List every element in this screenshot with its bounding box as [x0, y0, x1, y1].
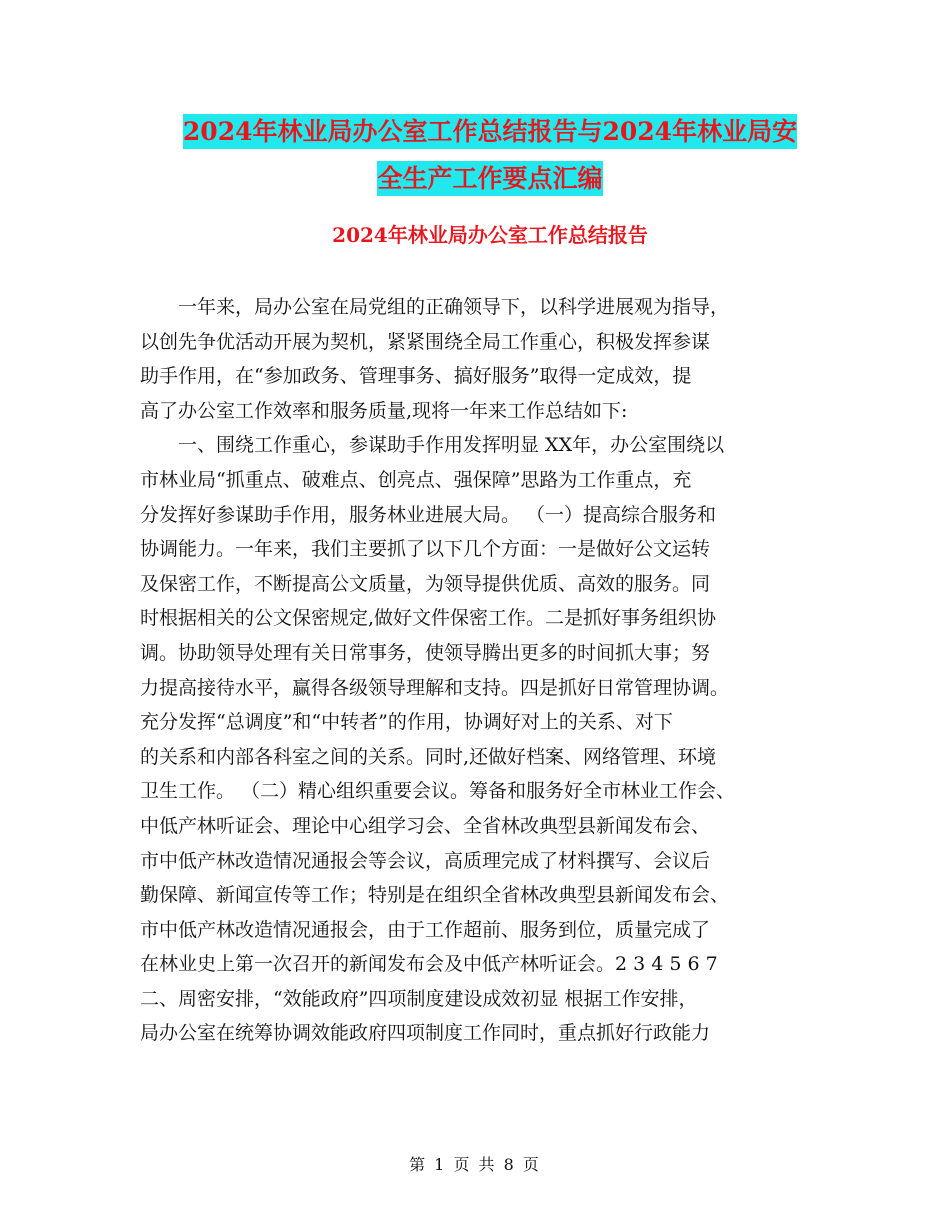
section-title: 2024年林业局办公室工作总结报告 [332, 223, 648, 247]
body-line: 协调能力。一年来，我们主要抓了以下几个方面：一是做好公文运转 [140, 538, 711, 561]
body-line: 一、围绕工作重心，参谋助手作用发挥明显 XX年，办公室围绕以 [140, 434, 725, 457]
body-line: 中低产林听证会、理论中心组学习会、全省林改典型县新闻发布会、 [140, 814, 711, 837]
body-line: 高了办公室工作效率和服务质量,现将一年来工作总结如下: [140, 399, 628, 422]
document-title [140, 108, 840, 202]
body-line: 充分发挥“总调度”和“中转者”的作用，协调好对上的关系、对下 [140, 711, 673, 734]
body-line: 分发挥好参谋助手作用，服务林业进展大局。 （一）提高综合服务和 [140, 503, 717, 526]
body-line: 在林业史上第一次召开的新闻发布会及中低产林听证会。2 3 4 5 6 7 [140, 953, 718, 976]
body-line: 调。协助领导处理有关日常事务，使领导腾出更多的时间抓大事；努 [140, 641, 711, 664]
body-line: 市中低产林改造情况通报会，由于工作超前、服务到位，质量完成了 [140, 918, 711, 941]
body-line: 及保密工作，不断提高公文质量，为领导提供优质、高效的服务。同 [140, 572, 711, 595]
body-line: 卫生工作。 （二）精心组织重要会议。筹备和服务好全市林业工作会、 [140, 780, 736, 803]
body-line: 市中低产林改造情况通报会等会议，高质理完成了材料撰写、会议后 [140, 849, 711, 872]
body-line: 局办公室在统筹协调效能政府四项制度工作同时，重点抓好行政能力 [140, 1022, 711, 1045]
body-line: 以创先争优活动开展为契机，紧紧围绕全局工作重心，积极发挥参谋 [140, 330, 711, 353]
body-line: 助手作用，在“参加政务、管理事务、搞好服务”取得一定成效，提 [140, 365, 692, 388]
body-line: 的关系和内部各科室之间的关系。同时,还做好档案、网络管理、环境 [140, 745, 717, 768]
body-line: 二、周密安排，“效能政府”四项制度建设成效初显 根据工作安排， [140, 987, 698, 1010]
body-line: 力提高接待水平，赢得各级领导理解和支持。四是抓好日常管理协调。 [140, 676, 730, 699]
body-line: 一年来，局办公室在局党组的正确领导下，以科学进展观为指导， [140, 296, 730, 318]
body-line: 市林业局“抓重点、破难点、创亮点、强保障”思路为工作重点，充 [140, 468, 692, 491]
document-title-line-1: 2024年林业局办公室工作总结报告与2024年林业局安 [183, 114, 797, 149]
document-title-line-2: 全生产工作要点汇编 [377, 161, 602, 196]
body-line: 时根据相关的公文保密规定,做好文件保密工作。二是抓好事务组织协 [140, 607, 717, 630]
body-text [140, 290, 812, 1051]
body-line: 勤保障、新闻宣传等工作；特别是在组织全省林改典型县新闻发布会、 [140, 884, 730, 907]
page-footer: 第 1 页 共 8 页 [409, 1155, 541, 1174]
